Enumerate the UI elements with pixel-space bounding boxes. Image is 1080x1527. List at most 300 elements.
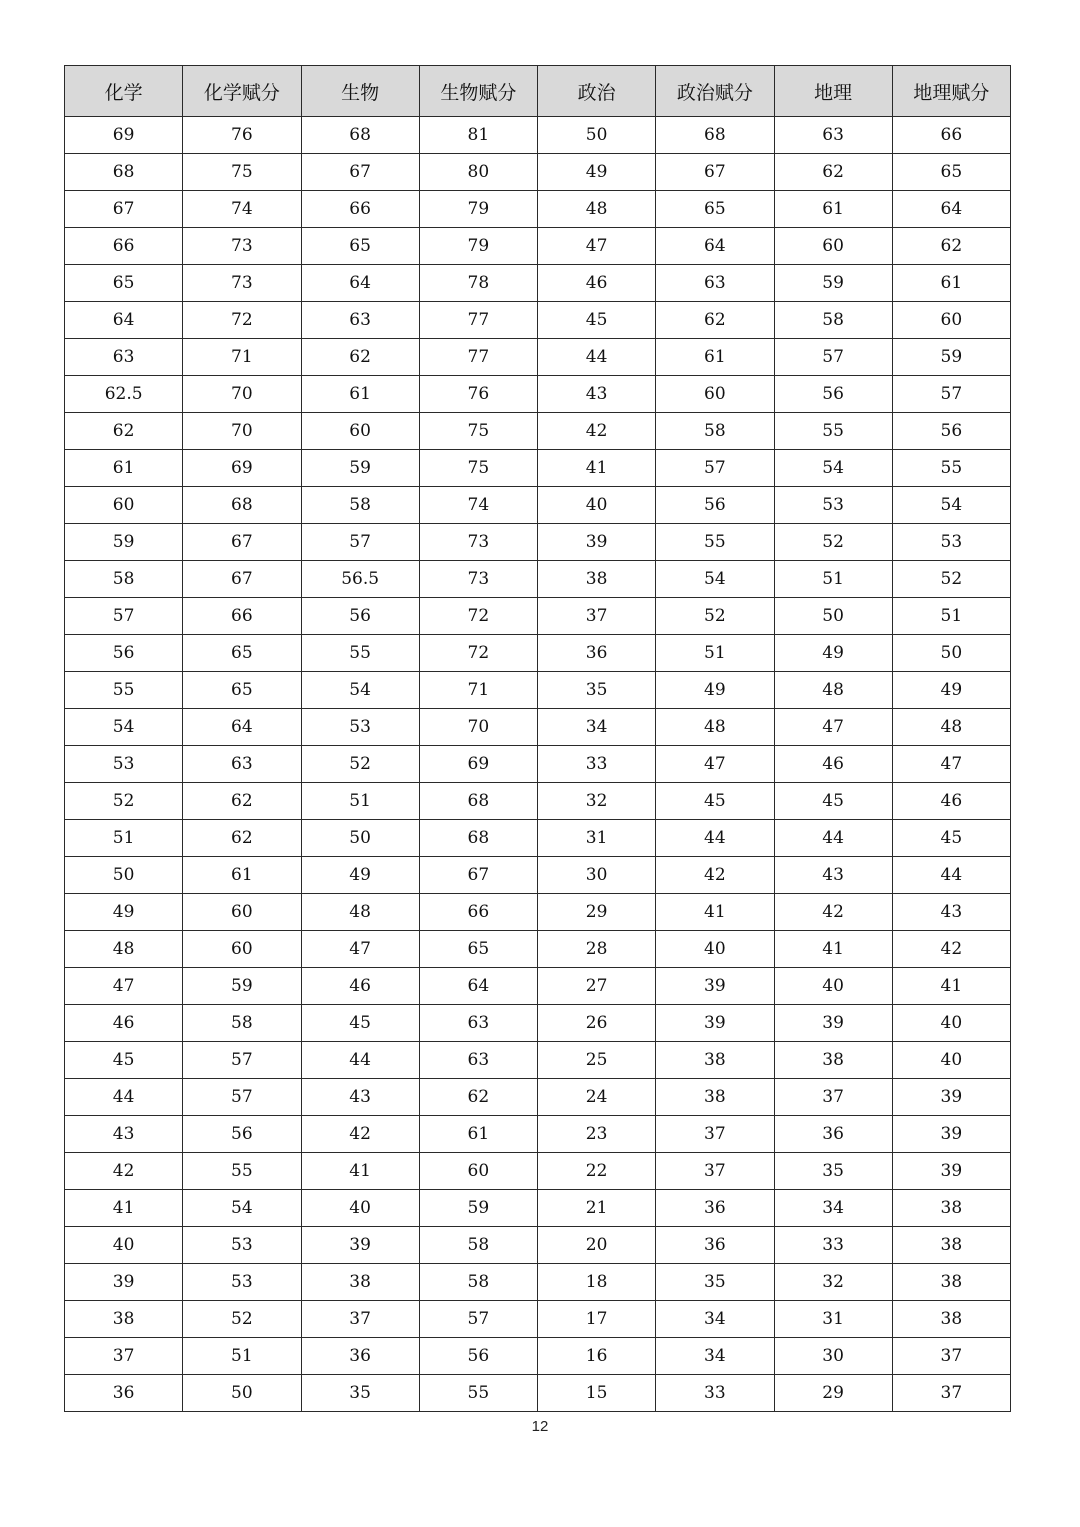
table-cell: 54 — [183, 1190, 301, 1227]
table-cell: 56 — [183, 1116, 301, 1153]
table-cell: 39 — [538, 524, 656, 561]
table-cell: 45 — [774, 783, 892, 820]
column-header: 地理 — [774, 66, 892, 117]
table-cell: 51 — [656, 635, 774, 672]
table-cell: 54 — [892, 487, 1010, 524]
table-cell: 50 — [65, 857, 183, 894]
table-cell: 36 — [538, 635, 656, 672]
table-cell: 71 — [419, 672, 537, 709]
table-cell: 48 — [656, 709, 774, 746]
table-cell: 46 — [538, 265, 656, 302]
table-cell: 39 — [774, 1005, 892, 1042]
table-cell: 45 — [538, 302, 656, 339]
table-cell: 49 — [65, 894, 183, 931]
table-cell: 71 — [183, 339, 301, 376]
table-cell: 70 — [419, 709, 537, 746]
table-cell: 62 — [183, 820, 301, 857]
table-cell: 22 — [538, 1153, 656, 1190]
table-cell: 50 — [538, 117, 656, 154]
table-cell: 56 — [301, 598, 419, 635]
table-cell: 35 — [301, 1375, 419, 1412]
table-cell: 61 — [183, 857, 301, 894]
table-cell: 69 — [419, 746, 537, 783]
table-cell: 38 — [892, 1301, 1010, 1338]
table-row — [65, 450, 1011, 487]
table-cell: 62 — [656, 302, 774, 339]
table-cell: 67 — [419, 857, 537, 894]
table-cell: 65 — [419, 931, 537, 968]
table-cell: 18 — [538, 1264, 656, 1301]
table-cell: 52 — [301, 746, 419, 783]
table-cell: 64 — [892, 191, 1010, 228]
table-cell: 61 — [301, 376, 419, 413]
table-cell: 74 — [183, 191, 301, 228]
table-cell: 15 — [538, 1375, 656, 1412]
table-cell: 58 — [656, 413, 774, 450]
table-row — [65, 1116, 1011, 1153]
table-cell: 39 — [892, 1153, 1010, 1190]
table-cell: 79 — [419, 191, 537, 228]
table-cell: 70 — [183, 413, 301, 450]
table-cell: 72 — [419, 598, 537, 635]
table-cell: 25 — [538, 1042, 656, 1079]
column-header: 政治 — [538, 66, 656, 117]
table-cell: 31 — [538, 820, 656, 857]
table-cell: 48 — [892, 709, 1010, 746]
table-cell: 44 — [774, 820, 892, 857]
table-row — [65, 709, 1011, 746]
table-cell: 36 — [65, 1375, 183, 1412]
table-cell: 30 — [774, 1338, 892, 1375]
table-cell: 43 — [538, 376, 656, 413]
table-cell: 17 — [538, 1301, 656, 1338]
table-cell: 76 — [183, 117, 301, 154]
table-cell: 47 — [538, 228, 656, 265]
table-cell: 55 — [656, 524, 774, 561]
table-cell: 62 — [774, 154, 892, 191]
table-cell: 52 — [656, 598, 774, 635]
table-cell: 54 — [301, 672, 419, 709]
table-cell: 44 — [656, 820, 774, 857]
table-cell: 39 — [892, 1079, 1010, 1116]
table-row — [65, 746, 1011, 783]
table-cell: 54 — [656, 561, 774, 598]
table-cell: 68 — [65, 154, 183, 191]
table-cell: 46 — [774, 746, 892, 783]
table-cell: 51 — [65, 820, 183, 857]
table-cell: 36 — [656, 1190, 774, 1227]
table-cell: 67 — [183, 524, 301, 561]
table-cell: 77 — [419, 302, 537, 339]
table-cell: 37 — [656, 1116, 774, 1153]
table-cell: 37 — [892, 1375, 1010, 1412]
table-cell: 64 — [419, 968, 537, 1005]
table-row — [65, 1227, 1011, 1264]
table-cell: 23 — [538, 1116, 656, 1153]
table-cell: 65 — [65, 265, 183, 302]
table-cell: 63 — [774, 117, 892, 154]
table-cell: 81 — [419, 117, 537, 154]
table-cell: 65 — [892, 154, 1010, 191]
table-cell: 65 — [183, 672, 301, 709]
table-cell: 61 — [419, 1116, 537, 1153]
table-row — [65, 857, 1011, 894]
table-row — [65, 524, 1011, 561]
table-cell: 35 — [656, 1264, 774, 1301]
table-cell: 55 — [419, 1375, 537, 1412]
table-cell: 50 — [892, 635, 1010, 672]
table-cell: 20 — [538, 1227, 656, 1264]
table-cell: 47 — [65, 968, 183, 1005]
table-cell: 53 — [183, 1227, 301, 1264]
column-header: 生物赋分 — [419, 66, 537, 117]
table-row — [65, 1264, 1011, 1301]
table-cell: 41 — [301, 1153, 419, 1190]
table-cell: 51 — [892, 598, 1010, 635]
table-cell: 24 — [538, 1079, 656, 1116]
table-cell: 59 — [65, 524, 183, 561]
table-cell: 72 — [183, 302, 301, 339]
table-cell: 43 — [892, 894, 1010, 931]
table-row — [65, 228, 1011, 265]
table-cell: 38 — [892, 1264, 1010, 1301]
table-cell: 68 — [301, 117, 419, 154]
table-cell: 34 — [656, 1301, 774, 1338]
table-cell: 52 — [892, 561, 1010, 598]
column-header: 政治赋分 — [656, 66, 774, 117]
table-cell: 72 — [419, 635, 537, 672]
table-cell: 56 — [774, 376, 892, 413]
table-cell: 33 — [538, 746, 656, 783]
column-header: 生物 — [301, 66, 419, 117]
table-cell: 66 — [892, 117, 1010, 154]
table-cell: 60 — [183, 894, 301, 931]
table-cell: 67 — [183, 561, 301, 598]
table-cell: 29 — [538, 894, 656, 931]
table-cell: 60 — [892, 302, 1010, 339]
table-cell: 64 — [65, 302, 183, 339]
table-cell: 43 — [301, 1079, 419, 1116]
table-cell: 50 — [774, 598, 892, 635]
table-cell: 67 — [301, 154, 419, 191]
table-cell: 40 — [65, 1227, 183, 1264]
table-row — [65, 672, 1011, 709]
table-cell: 63 — [183, 746, 301, 783]
table-cell: 59 — [774, 265, 892, 302]
table-cell: 50 — [301, 820, 419, 857]
table-cell: 48 — [538, 191, 656, 228]
table-cell: 63 — [419, 1005, 537, 1042]
table-cell: 45 — [65, 1042, 183, 1079]
table-cell: 40 — [656, 931, 774, 968]
table-cell: 46 — [65, 1005, 183, 1042]
table-cell: 26 — [538, 1005, 656, 1042]
table-cell: 32 — [538, 783, 656, 820]
table-cell: 77 — [419, 339, 537, 376]
table-cell: 53 — [774, 487, 892, 524]
table-row — [65, 1375, 1011, 1412]
table-cell: 47 — [656, 746, 774, 783]
table-cell: 63 — [656, 265, 774, 302]
table-cell: 41 — [656, 894, 774, 931]
table-cell: 64 — [656, 228, 774, 265]
table-cell: 61 — [774, 191, 892, 228]
table-cell: 60 — [419, 1153, 537, 1190]
table-cell: 57 — [892, 376, 1010, 413]
table-cell: 49 — [774, 635, 892, 672]
table-cell: 36 — [774, 1116, 892, 1153]
table-row — [65, 154, 1011, 191]
table-row — [65, 1301, 1011, 1338]
table-row — [65, 413, 1011, 450]
table-cell: 58 — [301, 487, 419, 524]
table-cell: 48 — [774, 672, 892, 709]
table-cell: 39 — [892, 1116, 1010, 1153]
table-cell: 39 — [656, 968, 774, 1005]
table-cell: 40 — [892, 1005, 1010, 1042]
table-cell: 57 — [65, 598, 183, 635]
table-row — [65, 1042, 1011, 1079]
table-cell: 51 — [183, 1338, 301, 1375]
table-cell: 60 — [656, 376, 774, 413]
table-cell: 37 — [774, 1079, 892, 1116]
table-cell: 33 — [656, 1375, 774, 1412]
table-cell: 60 — [774, 228, 892, 265]
table-cell: 51 — [774, 561, 892, 598]
table-cell: 58 — [419, 1264, 537, 1301]
column-header: 化学 — [65, 66, 183, 117]
table-cell: 66 — [65, 228, 183, 265]
table-row — [65, 265, 1011, 302]
table-cell: 57 — [301, 524, 419, 561]
table-cell: 70 — [183, 376, 301, 413]
table-row — [65, 635, 1011, 672]
table-cell: 38 — [656, 1042, 774, 1079]
table-cell: 66 — [301, 191, 419, 228]
table-cell: 66 — [419, 894, 537, 931]
table-cell: 37 — [301, 1301, 419, 1338]
table-cell: 58 — [65, 561, 183, 598]
table-cell: 59 — [183, 968, 301, 1005]
table-cell: 35 — [538, 672, 656, 709]
table-cell: 34 — [774, 1190, 892, 1227]
table-cell: 62 — [183, 783, 301, 820]
table-cell: 61 — [656, 339, 774, 376]
table-cell: 80 — [419, 154, 537, 191]
table-cell: 37 — [892, 1338, 1010, 1375]
table-cell: 42 — [65, 1153, 183, 1190]
table-row — [65, 931, 1011, 968]
table-cell: 66 — [183, 598, 301, 635]
table-cell: 62 — [892, 228, 1010, 265]
table-cell: 68 — [183, 487, 301, 524]
table-cell: 53 — [183, 1264, 301, 1301]
table-cell: 37 — [65, 1338, 183, 1375]
table-cell: 39 — [65, 1264, 183, 1301]
table-row — [65, 339, 1011, 376]
table-cell: 59 — [419, 1190, 537, 1227]
table-cell: 65 — [656, 191, 774, 228]
table-cell: 27 — [538, 968, 656, 1005]
table-cell: 63 — [419, 1042, 537, 1079]
table-row — [65, 1153, 1011, 1190]
column-header: 化学赋分 — [183, 66, 301, 117]
table-cell: 56 — [892, 413, 1010, 450]
table-cell: 36 — [656, 1227, 774, 1264]
table-cell: 61 — [65, 450, 183, 487]
table-cell: 60 — [183, 931, 301, 968]
table-cell: 31 — [774, 1301, 892, 1338]
table-row — [65, 487, 1011, 524]
score-conversion-table — [64, 65, 1011, 1412]
table-cell: 62 — [419, 1079, 537, 1116]
table-row — [65, 1005, 1011, 1042]
table-cell: 42 — [774, 894, 892, 931]
table-cell: 41 — [65, 1190, 183, 1227]
table-cell: 75 — [419, 413, 537, 450]
table-row — [65, 561, 1011, 598]
table-row — [65, 820, 1011, 857]
table-cell: 48 — [65, 931, 183, 968]
table-cell: 58 — [183, 1005, 301, 1042]
table-body — [65, 117, 1011, 1412]
table-cell: 29 — [774, 1375, 892, 1412]
table-row — [65, 1338, 1011, 1375]
table-cell: 52 — [65, 783, 183, 820]
table-cell: 54 — [65, 709, 183, 746]
table-row — [65, 1079, 1011, 1116]
table-cell: 42 — [538, 413, 656, 450]
table-cell: 44 — [65, 1079, 183, 1116]
table-cell: 41 — [774, 931, 892, 968]
table-cell: 60 — [301, 413, 419, 450]
table-cell: 54 — [774, 450, 892, 487]
table-cell: 46 — [892, 783, 1010, 820]
table-cell: 41 — [892, 968, 1010, 1005]
table-cell: 57 — [656, 450, 774, 487]
table-cell: 64 — [183, 709, 301, 746]
table-cell: 38 — [892, 1190, 1010, 1227]
table-cell: 53 — [301, 709, 419, 746]
table-cell: 38 — [65, 1301, 183, 1338]
table-cell: 40 — [892, 1042, 1010, 1079]
column-header: 地理赋分 — [892, 66, 1010, 117]
table-cell: 37 — [538, 598, 656, 635]
table-row — [65, 1190, 1011, 1227]
table-cell: 38 — [538, 561, 656, 598]
table-cell: 21 — [538, 1190, 656, 1227]
table-cell: 59 — [301, 450, 419, 487]
table-cell: 64 — [301, 265, 419, 302]
table-cell: 57 — [419, 1301, 537, 1338]
table-row — [65, 191, 1011, 228]
table-cell: 37 — [656, 1153, 774, 1190]
table-cell: 79 — [419, 228, 537, 265]
table-cell: 44 — [301, 1042, 419, 1079]
table-cell: 55 — [183, 1153, 301, 1190]
table-cell: 49 — [892, 672, 1010, 709]
table-cell: 39 — [301, 1227, 419, 1264]
table-cell: 74 — [419, 487, 537, 524]
table-cell: 47 — [774, 709, 892, 746]
table-cell: 58 — [419, 1227, 537, 1264]
table-cell: 38 — [892, 1227, 1010, 1264]
table-cell: 41 — [538, 450, 656, 487]
table-cell: 56 — [65, 635, 183, 672]
table-cell: 39 — [656, 1005, 774, 1042]
table-cell: 42 — [656, 857, 774, 894]
table-cell: 57 — [183, 1079, 301, 1116]
table-cell: 48 — [301, 894, 419, 931]
table-header-row — [65, 66, 1011, 117]
table-cell: 75 — [419, 450, 537, 487]
table-cell: 67 — [65, 191, 183, 228]
table-cell: 45 — [301, 1005, 419, 1042]
table-cell: 53 — [65, 746, 183, 783]
table-cell: 49 — [301, 857, 419, 894]
table-cell: 73 — [419, 524, 537, 561]
table-cell: 55 — [301, 635, 419, 672]
table-cell: 55 — [65, 672, 183, 709]
table-cell: 38 — [656, 1079, 774, 1116]
table-cell: 57 — [774, 339, 892, 376]
table-cell: 58 — [774, 302, 892, 339]
table-cell: 42 — [301, 1116, 419, 1153]
table-cell: 38 — [774, 1042, 892, 1079]
table-cell: 69 — [65, 117, 183, 154]
table-row — [65, 598, 1011, 635]
table-cell: 40 — [301, 1190, 419, 1227]
table-cell: 68 — [656, 117, 774, 154]
table-row — [65, 783, 1011, 820]
table-cell: 68 — [419, 820, 537, 857]
table-cell: 28 — [538, 931, 656, 968]
table-cell: 65 — [301, 228, 419, 265]
table-cell: 30 — [538, 857, 656, 894]
table-cell: 45 — [656, 783, 774, 820]
table-row — [65, 302, 1011, 339]
table-cell: 44 — [538, 339, 656, 376]
table-cell: 34 — [538, 709, 656, 746]
table-cell: 52 — [183, 1301, 301, 1338]
table-cell: 56 — [656, 487, 774, 524]
table-cell: 59 — [892, 339, 1010, 376]
table-cell: 50 — [183, 1375, 301, 1412]
table-cell: 51 — [301, 783, 419, 820]
table-cell: 32 — [774, 1264, 892, 1301]
table-row — [65, 968, 1011, 1005]
table-cell: 56.5 — [301, 561, 419, 598]
table-cell: 40 — [538, 487, 656, 524]
table-row — [65, 894, 1011, 931]
table-cell: 55 — [892, 450, 1010, 487]
table-cell: 68 — [419, 783, 537, 820]
table-cell: 62.5 — [65, 376, 183, 413]
table-cell: 73 — [183, 265, 301, 302]
table-cell: 43 — [774, 857, 892, 894]
table-cell: 47 — [301, 931, 419, 968]
table-cell: 63 — [65, 339, 183, 376]
table-cell: 75 — [183, 154, 301, 191]
table-cell: 46 — [301, 968, 419, 1005]
table-cell: 61 — [892, 265, 1010, 302]
table-cell: 62 — [301, 339, 419, 376]
table-cell: 69 — [183, 450, 301, 487]
table-cell: 44 — [892, 857, 1010, 894]
table-cell: 73 — [183, 228, 301, 265]
table-cell: 34 — [656, 1338, 774, 1375]
table-row — [65, 376, 1011, 413]
